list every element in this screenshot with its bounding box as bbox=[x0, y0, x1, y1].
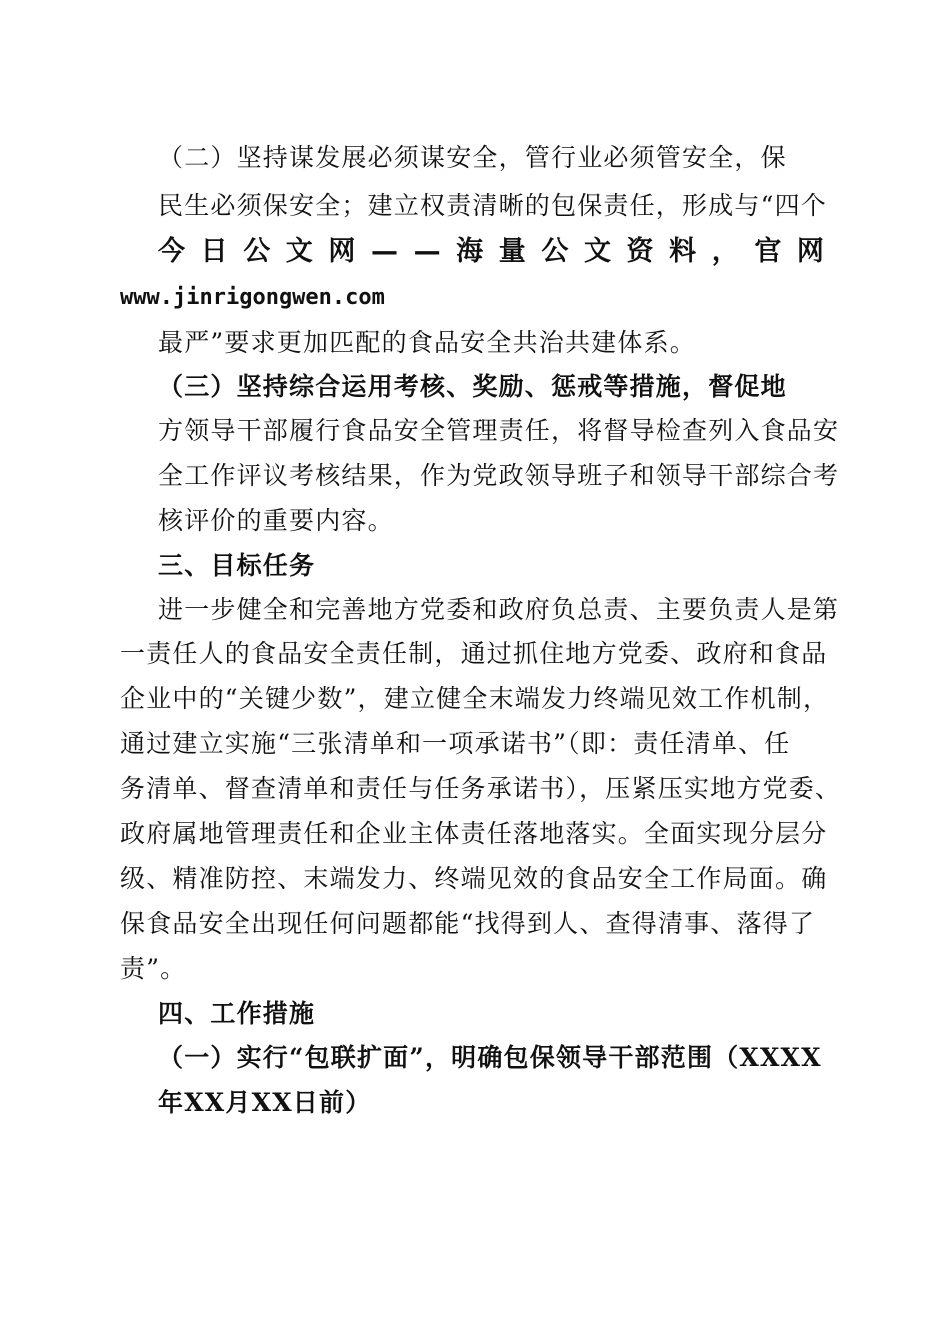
banner-char: 网 bbox=[796, 236, 824, 267]
banner-char: 公 bbox=[243, 236, 271, 267]
paragraph-line: 进一步健全和完善地方党委和政府负总责、主要负责人是第 bbox=[158, 595, 840, 624]
banner-char: 日 bbox=[200, 236, 228, 267]
banner-char: 资 bbox=[626, 236, 654, 267]
subsection-heading-continued: 年XX月XX日前） bbox=[158, 1088, 372, 1117]
paragraph-line: 级、精准防控、末端发力、终端见效的食品安全工作局面。确 bbox=[120, 864, 828, 893]
paragraph-line: 全工作评议考核结果，作为党政领导班子和领导干部综合考 bbox=[158, 461, 840, 490]
watermark-banner bbox=[158, 234, 824, 270]
paragraph-line: 核评价的重要内容。 bbox=[158, 506, 394, 535]
section-heading: 三、目标任务 bbox=[158, 551, 316, 580]
paragraph-line: 方领导干部履行食品安全管理责任，将督导检查列入食品安 bbox=[158, 416, 840, 445]
paragraph-line: （三）坚持综合运用考核、奖励、惩戒等措施，督促地 bbox=[158, 372, 787, 401]
banner-char: 今 bbox=[158, 236, 185, 267]
banner-char: 料 bbox=[669, 236, 697, 267]
paragraph-line: 务清单、督查清单和责任与任务承诺书），压紧压实地方党委、 bbox=[120, 774, 842, 803]
paragraph-line: 责”。 bbox=[120, 954, 187, 983]
banner-char: — bbox=[370, 236, 398, 267]
section-heading: 四、工作措施 bbox=[158, 999, 316, 1028]
paragraph-line: 保食品安全出现任何问题都能“找得到人、查得清事、落得了 bbox=[120, 909, 816, 938]
paragraph-line: 最严”要求更加匹配的食品安全共治共建体系。 bbox=[158, 328, 696, 357]
banner-char: 公 bbox=[541, 236, 569, 267]
banner-char: ， bbox=[711, 236, 739, 267]
banner-char: 量 bbox=[498, 236, 526, 267]
paragraph-line: 通过建立实施“三张清单和一项承诺书”（即：责任清单、任 bbox=[120, 729, 791, 758]
website-link[interactable]: www.jinrigongwen.com bbox=[120, 285, 385, 310]
banner-char: 官 bbox=[754, 236, 782, 267]
paragraph-line: 民生必须保安全；建立权责清晰的包保责任，形成与“四个 bbox=[158, 191, 827, 220]
banner-char: 文 bbox=[583, 236, 611, 267]
banner-char: 海 bbox=[456, 236, 484, 267]
banner-char: — bbox=[413, 236, 441, 267]
banner-char: 文 bbox=[285, 236, 313, 267]
paragraph-line: （二）坚持谋发展必须谋安全，管行业必须管安全，保 bbox=[158, 143, 787, 172]
banner-char: 网 bbox=[328, 236, 356, 267]
paragraph-line: 政府属地管理责任和企业主体责任落地落实。全面实现分层分 bbox=[120, 819, 828, 848]
subsection-heading: （一）实行“包联扩面”，明确包保领导干部范围（XXXX bbox=[158, 1043, 822, 1072]
paragraph-line: 企业中的“关键少数”，建立健全末端发力终端见效工作机制， bbox=[120, 684, 830, 713]
paragraph-line: 一责任人的食品安全责任制，通过抓住地方党委、政府和食品 bbox=[120, 639, 828, 668]
